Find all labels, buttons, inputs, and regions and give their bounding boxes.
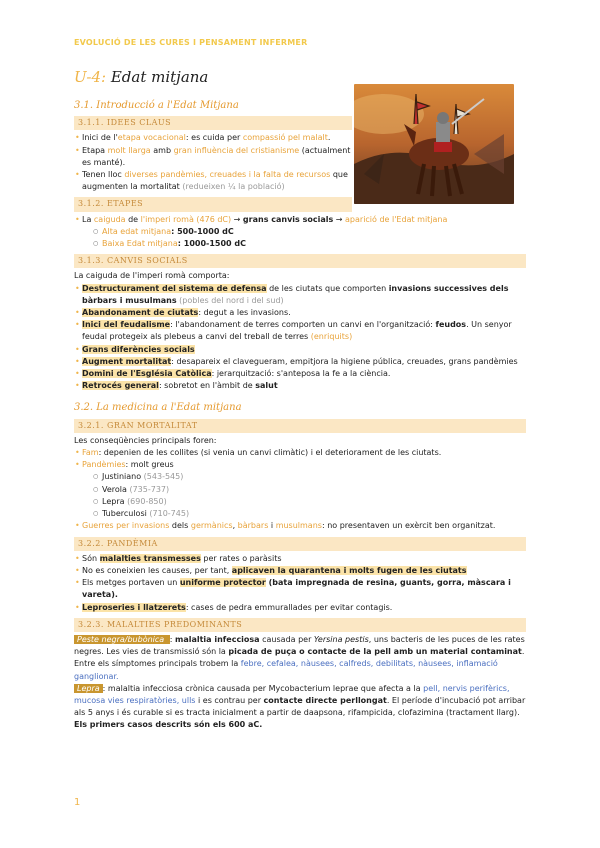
subsection-3-1-2-header: 3.1.2. ETAPES [74,197,352,211]
subsection-3-2-2-header: 3.2.2. PANDÈMIA [74,537,526,551]
list-item: • Són malalties transmesses per rates o paràsits [82,553,526,565]
list-item: • Destructurament del sistema de defensa de les ciutats que comporten invasions successives dels bàrbars i musulmans (pobles del nord i del sud) [82,283,526,307]
list-item: • No es coneixien les causes, per tant, aplicaven la quarantena i molts fugen de les ciutats [82,565,526,577]
list-item: ○ Justiniano (543-545) [102,471,526,483]
paragraph: Les conseqüències principals foren: [74,435,217,445]
mortality-list [74,447,526,471]
stages-list [74,214,526,226]
list-item: • Abandonament de ciutats: degut a les invasions. [82,307,526,319]
list-item: • La caiguda de l'imperi romà (476 dC) → grans canvis socials → aparició de l'Edat mitjana [82,214,526,226]
list-item: ○ Baixa Edat mitjana: 1000-1500 dC [102,238,526,250]
document-body [74,100,526,732]
subsection-3-1-1-header: 3.1.1. IDEES CLAUS [74,116,352,130]
page-header: EVOLUCIÓ DE LES CURES I PENSAMENT INFERMER [74,38,308,47]
section-3-1-title: 3.1. Introducció a l'Edat Mitjana [74,100,239,111]
list-item: • Els metges portaven un uniforme protector (bata impregnada de resina, guants, gorra, màscara i vareta). [82,577,526,601]
paragraph-leprosy: Lepra : malaltia infecciosa crònica causada per Mycobacterium leprae que afecta a la pell, nervis perifèrics, mucosa vies respiratòries, ulls i es contrau per contacte directe perllongat. El període d'incubació pot arribar als 5 anys i és curable si es tracta inicialment a partir de daapsona, rifampicida, clofazimina (tractament llarg). [74,683,526,718]
list-item: ○ Alta edat mitjana: 500-1000 dC [102,226,526,238]
unit-title-text: Edat mitjana [110,68,209,86]
list-item: • Guerres per invasions dels germànics, bàrbars i musulmans: no presentaven un exèrcit ben organitzat. [82,520,526,532]
unit-number: U-4: [74,68,107,86]
paragraph: La caiguda de l'imperi romà comporta: [74,271,230,281]
social-changes-list [74,283,526,393]
list-item: • Fam: depenien de les collites (si venia un canvi climàtic) i el deteriorament de les ciutats. [82,447,526,459]
stages-sublist [74,226,526,250]
list-item: • Inici del feudalisme: l'abandonament de terres comporten un canvi en l'organització: feudos. Un senyor feudal protegeix als plebeus a canvi del treball de terres (enriquits) [82,319,526,343]
subsection-3-1-3-header: 3.1.3. CANVIS SOCIALS [74,254,526,268]
list-item: • Pandèmies: molt greus [82,459,526,471]
pandemic-list [74,553,526,614]
unit-title [74,68,209,86]
paragraph-plague: Peste negra/bubònica : malaltia infecciosa causada per Yersina pestis, uns bacteris de les puces de les rates negres. Les vies de transmissió són la picada de puça o contacte de la pell amb un material contaminat. Entre els símptomes principals trobem la febre, cefalea, nàusees, calfreds, debilitats, nàusees, inflamació ganglionar. [74,634,525,681]
list-item: ○ Verola (735-737) [102,484,526,496]
subsection-3-2-1-header: 3.2.1. GRAN MORTALITAT [74,419,526,433]
list-item: • Etapa molt llarga amb gran influència del cristianisme (actualment es manté). [82,145,354,169]
wars-list [74,520,526,532]
list-item: • Grans diferències socials [82,344,526,356]
list-item: ○ Tuberculosi (710-745) [102,508,526,520]
list-item: • Augment mortalitat: desapareix el clavegueram, empitjora la higiene pública, creuades, grans pandèmies [82,356,526,368]
subsection-3-2-3-header: 3.2.3. MALALTIES PREDOMINANTS [74,618,526,632]
page-number: 1 [74,797,81,808]
list-item: • Tenen lloc diverses pandèmies, creuades i la falta de recursos que augmenten la mortalitat (redueixen ¼ la població) [82,169,354,193]
pandemics-sublist [74,471,526,520]
list-item: • Domini de l'Església Catòlica: jerarquització: s'anteposa la fe a la ciència. [82,368,526,380]
list-item: • Inici de l'etapa vocacional: es cuida per compassió pel malalt. [82,132,354,144]
paragraph-first-cases: Els primers casos descrits són els 600 aC. [74,720,263,730]
list-item: • Leproseries i llatzerets: cases de pedra emmurallades per evitar contagis. [82,602,526,614]
section-3-2-title: 3.2. La medicina a l'Edat mitjana [74,402,242,414]
list-item: • Retrocés general: sobretot en l'àmbit de salut [82,380,526,392]
list-item: ○ Lepra (690-850) [102,496,526,508]
key-ideas-list [74,132,354,193]
